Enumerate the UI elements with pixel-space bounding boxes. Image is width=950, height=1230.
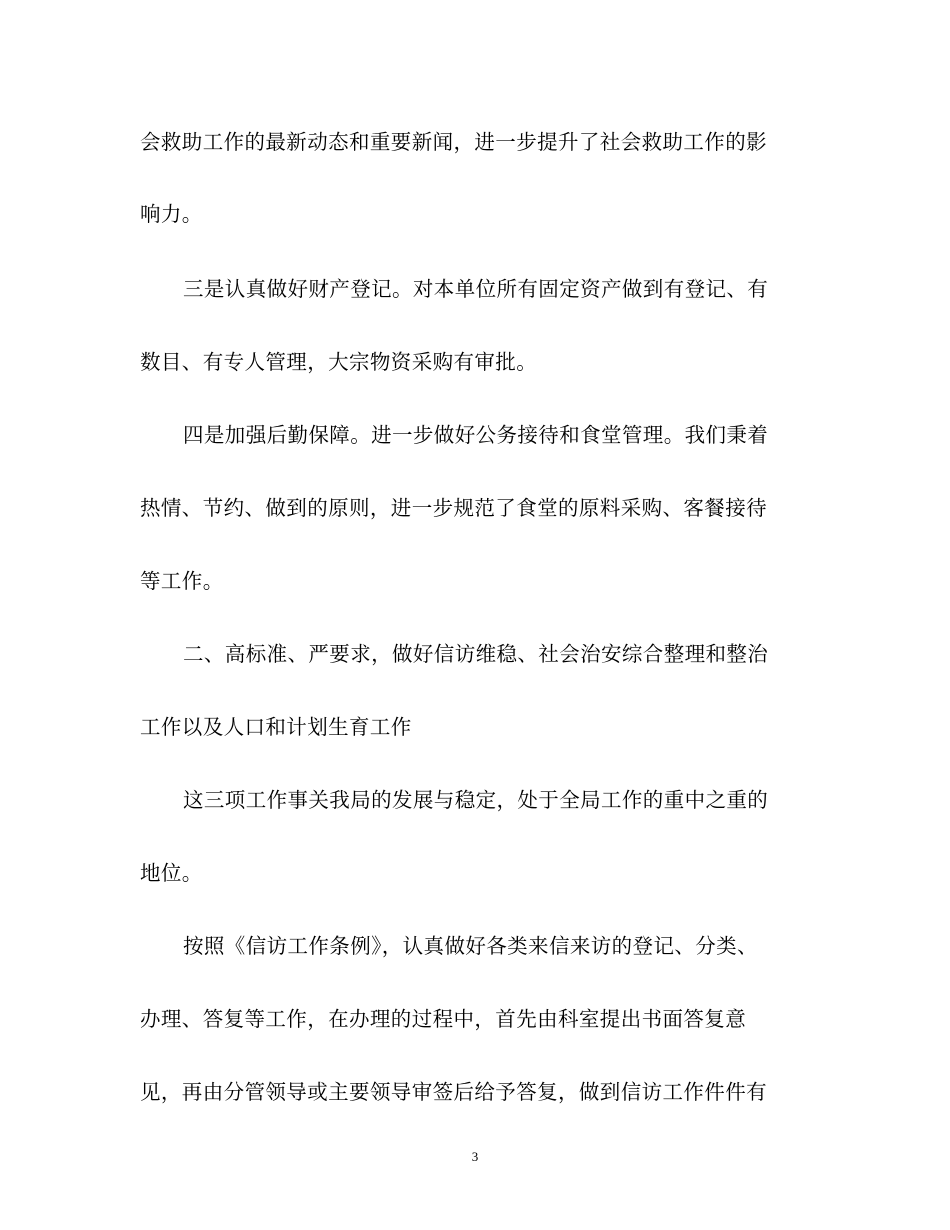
text-line: 会救助工作的最新动态和重要新闻，进一步提升了社会救助工作的影 (140, 130, 767, 154)
text-line: 地位。 (140, 861, 203, 885)
text-line: 办理、答复等工作，在办理的过程中，首先由科室提出书面答复意 (140, 1007, 747, 1031)
text-line: 按照《信访工作条例》，认真做好各类来信来访的登记、分类、 (183, 934, 758, 958)
page-number: 3 (471, 1149, 479, 1164)
text-line: 见，再由分管领导或主要领导审签后给予答复，做到信访工作件件有 (140, 1080, 767, 1104)
section-heading: 工作以及人口和计划生育工作 (140, 715, 412, 739)
section-heading: 二、高标准、严要求，做好信访维稳、社会治安综合整理和整治 (183, 642, 769, 666)
text-line: 四是加强后勤保障。进一步做好公务接待和食堂管理。我们秉着 (183, 423, 769, 447)
text-line: 热情、节约、做到的原则，进一步规范了食堂的原料采购、客餐接待 (140, 496, 767, 520)
text-line: 等工作。 (140, 569, 224, 593)
text-line: 响力。 (140, 202, 203, 226)
text-line: 这三项工作事关我局的发展与稳定，处于全局工作的重中之重的 (183, 788, 769, 812)
text-line: 三是认真做好财产登记。对本单位所有固定资产做到有登记、有 (183, 277, 769, 301)
text-line: 数目、有专人管理，大宗物资采购有审批。 (140, 350, 538, 374)
